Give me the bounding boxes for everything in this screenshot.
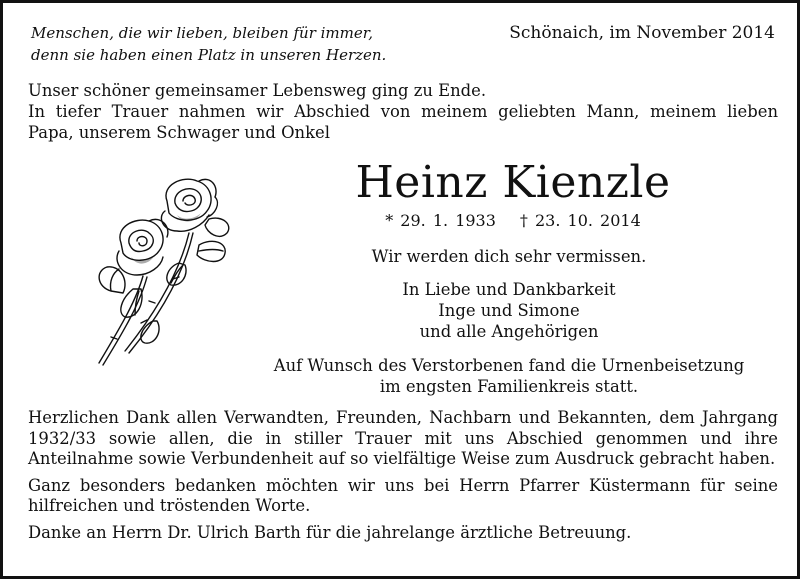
intro-line: In tiefer Trauer nahmen wir Abschied von meinem geliebten Mann, meinem lieben	[28, 102, 778, 121]
memorial-quote	[31, 22, 411, 66]
intro-text	[28, 80, 778, 143]
miss-message: Wir werden dich sehr vermissen.	[371, 247, 647, 266]
death-date: † 23. 10. 2014	[519, 211, 641, 230]
thanks-section	[28, 408, 778, 550]
signature-line: und alle Angehörigen	[419, 322, 599, 341]
signature-line: In Liebe und Dankbarkeit	[402, 280, 616, 299]
thanks-paragraph: Danke an Herrn Dr. Ulrich Barth für die jahrelange ärztliche Betreuung.	[28, 522, 632, 542]
intro-line: Unser schöner gemeinsamer Lebensweg ging zu Ende.	[28, 81, 487, 100]
burial-note-line: Auf Wunsch des Verstorbenen fand die Urnenbeisetzung	[273, 356, 745, 375]
deceased-name: Heinz Kienzle	[355, 157, 671, 208]
thanks-paragraph: Herzlichen Dank allen Verwandten, Freunden, Nachbarn und Bekannten, dem Jahrgang 1932/33 sowie allen, die in stiller Trauer mit uns Abschied genommen und ihre Anteilnahme sowie Verbundenheit auf so vielfältige Weise zum Ausdruck gebracht haben.	[28, 408, 778, 469]
intro-line: Papa, unserem Schwager und Onkel	[28, 123, 330, 142]
quote-line: Menschen, die wir lieben, bleiben für immer,	[31, 24, 374, 42]
thanks-paragraph: Ganz besonders bedanken möchten wir uns bei Herrn Pfarrer Küstermann für seine hilfreichen und tröstenden Worte.	[28, 475, 778, 516]
burial-note-line: im engsten Familienkreis statt.	[379, 377, 639, 396]
burial-note	[273, 355, 745, 397]
quote-line: denn sie haben einen Platz in unseren Herzen.	[31, 46, 387, 64]
life-dates	[303, 211, 723, 231]
place-date: Schönaich, im November 2014	[509, 23, 775, 43]
signature-block	[273, 279, 745, 342]
signature-line: Inge und Simone	[438, 301, 580, 320]
birth-date: * 29. 1. 1933	[385, 211, 496, 230]
rose-icon	[91, 171, 281, 371]
